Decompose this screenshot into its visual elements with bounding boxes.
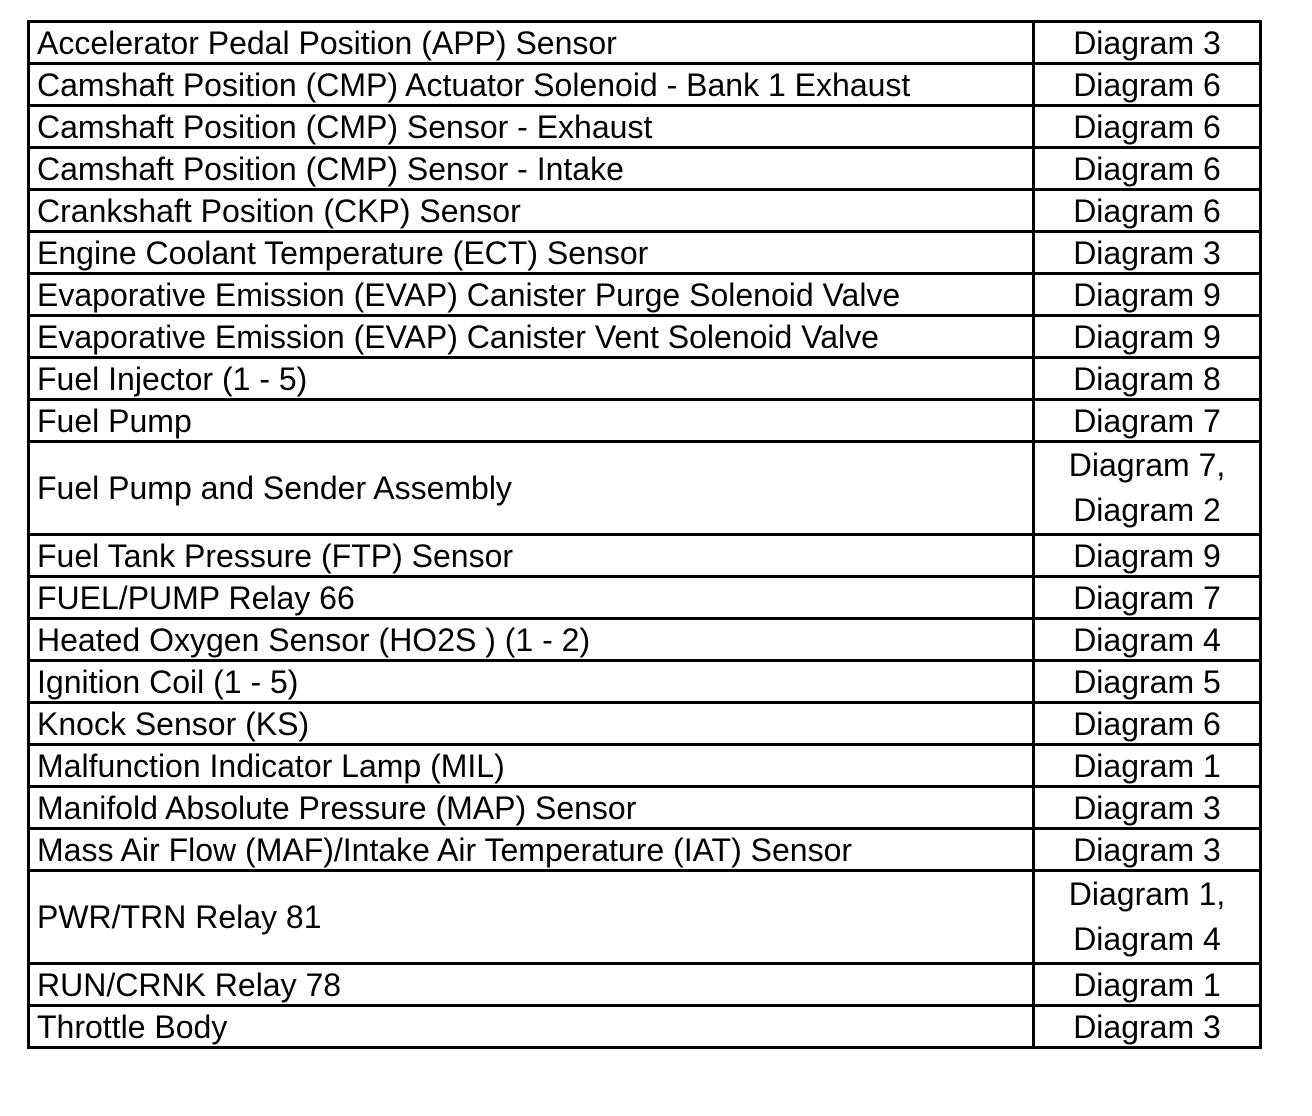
diagram-reference: Diagram 6 [1034,190,1261,232]
table-row [29,871,1261,964]
table-row [29,400,1261,442]
diagram-reference: Diagram 1, Diagram 4 [1034,871,1261,964]
component-name: Camshaft Position (CMP) Actuator Solenoid - Bank 1 Exhaust [29,64,1034,106]
table-row [29,190,1261,232]
component-name: Engine Coolant Temperature (ECT) Sensor [29,232,1034,274]
table-row [29,745,1261,787]
diagram-reference: Diagram 6 [1034,703,1261,745]
diagram-reference: Diagram 5 [1034,661,1261,703]
component-name: Heated Oxygen Sensor (HO2S ) (1 - 2) [29,619,1034,661]
diagram-reference: Diagram 6 [1034,148,1261,190]
table-row [29,535,1261,577]
diagram-reference: Diagram 1 [1034,745,1261,787]
diagram-reference: Diagram 9 [1034,535,1261,577]
component-name: Mass Air Flow (MAF)/Intake Air Temperature (IAT) Sensor [29,829,1034,871]
diagram-reference: Diagram 9 [1034,316,1261,358]
table-row [29,1006,1261,1048]
table-row [29,829,1261,871]
component-diagram-table-container [27,20,1262,1049]
component-name: Fuel Pump [29,400,1034,442]
diagram-reference: Diagram 6 [1034,106,1261,148]
diagram-reference: Diagram 3 [1034,232,1261,274]
table-row [29,703,1261,745]
table-row [29,661,1261,703]
diagram-reference: Diagram 8 [1034,358,1261,400]
component-name: Accelerator Pedal Position (APP) Sensor [29,22,1034,64]
diagram-reference: Diagram 7, Diagram 2 [1034,442,1261,535]
table-row [29,619,1261,661]
component-name: Malfunction Indicator Lamp (MIL) [29,745,1034,787]
component-name: Evaporative Emission (EVAP) Canister Vent Solenoid Valve [29,316,1034,358]
component-name: RUN/CRNK Relay 78 [29,964,1034,1006]
component-name: Crankshaft Position (CKP) Sensor [29,190,1034,232]
component-name: Ignition Coil (1 - 5) [29,661,1034,703]
component-name: Camshaft Position (CMP) Sensor - Intake [29,148,1034,190]
diagram-reference: Diagram 3 [1034,1006,1261,1048]
component-name: Evaporative Emission (EVAP) Canister Purge Solenoid Valve [29,274,1034,316]
component-name: Manifold Absolute Pressure (MAP) Sensor [29,787,1034,829]
table-row [29,64,1261,106]
table-row [29,274,1261,316]
component-name: PWR/TRN Relay 81 [29,871,1034,964]
diagram-reference: Diagram 9 [1034,274,1261,316]
table-row [29,358,1261,400]
component-name: Knock Sensor (KS) [29,703,1034,745]
component-name: Fuel Pump and Sender Assembly [29,442,1034,535]
table-row [29,787,1261,829]
component-name: Fuel Tank Pressure (FTP) Sensor [29,535,1034,577]
component-diagram-table [27,20,1262,1049]
component-name: Fuel Injector (1 - 5) [29,358,1034,400]
table-row [29,148,1261,190]
diagram-reference: Diagram 4 [1034,619,1261,661]
table-row [29,316,1261,358]
diagram-reference: Diagram 3 [1034,787,1261,829]
component-name: Throttle Body [29,1006,1034,1048]
component-name: FUEL/PUMP Relay 66 [29,577,1034,619]
diagram-reference: Diagram 7 [1034,577,1261,619]
diagram-reference: Diagram 3 [1034,829,1261,871]
table-row [29,232,1261,274]
table-row [29,442,1261,535]
diagram-reference: Diagram 7 [1034,400,1261,442]
component-name: Camshaft Position (CMP) Sensor - Exhaust [29,106,1034,148]
table-row [29,22,1261,64]
diagram-reference: Diagram 1 [1034,964,1261,1006]
diagram-reference: Diagram 3 [1034,22,1261,64]
table-row [29,964,1261,1006]
diagram-reference: Diagram 6 [1034,64,1261,106]
table-row [29,577,1261,619]
table-row [29,106,1261,148]
